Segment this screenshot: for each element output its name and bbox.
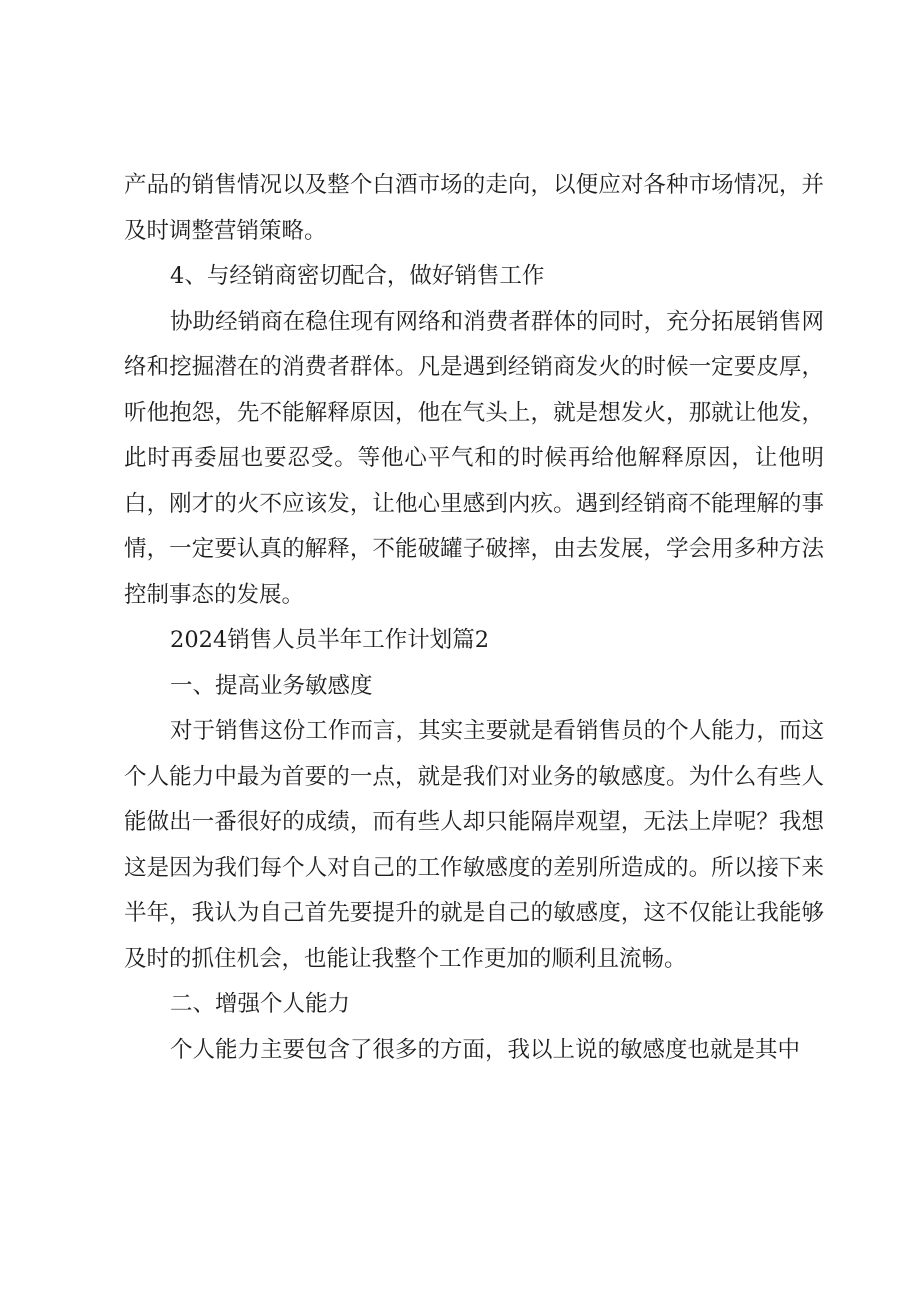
paragraph-sensitivity: 对于销售这份工作而言，其实主要就是看销售员的个人能力，而这个人能力中最为首要的一点，就是我们对业务的敏感度。为什么有些人能做出一番很好的成绩，而有些人却只能隔岸观望，无法上岸呢？我想这是因为我们每个人对自己的工作敏感度的差别所造成的。所以接下来半年，我认为自己首先要提升的就是自己的敏感度，这不仅能让我能够及时的抓住机会，也能让我整个工作更加的顺利且流畅。 (124, 718, 824, 972)
section-title-plan-2: 2024销售人员半年工作计划篇2 (170, 627, 490, 653)
paragraph-personal-ability: 个人能力主要包含了很多的方面，我以上说的敏感度也就是其中 (170, 1036, 801, 1063)
paragraph-assist-dealers: 协助经销商在稳住现有网络和消费者群体的同时，充分拓展销售网络和挖掘潜在的消费者群体。凡是遇到经销商发火的时候一定要皮厚，听他抱怨，先不能解释原因，他在气头上，就是想发火，那就让他发，此时再委屈也要忍受。等他心平气和的时候再给他解释原因，让他明白，刚才的火不应该发，让他心里感到内疚。遇到经销商不能理解的事情，一定要认真的解释，不能破罐子破摔，由去发展，学会用多种方法控制事态的发展。 (124, 308, 824, 608)
heading-enhance-ability: 二、增强个人能力 (170, 991, 351, 1017)
heading-improve-sensitivity: 一、提高业务敏感度 (170, 672, 373, 699)
document-body (124, 163, 824, 1073)
heading-cooperate-with-dealers: 4、与经销商密切配合，做好销售工作 (170, 263, 545, 289)
paragraph-market-trend: 产品的销售情况以及整个白酒市场的走向，以便应对各种市场情况，并及时调整营销策略。 (124, 172, 824, 244)
